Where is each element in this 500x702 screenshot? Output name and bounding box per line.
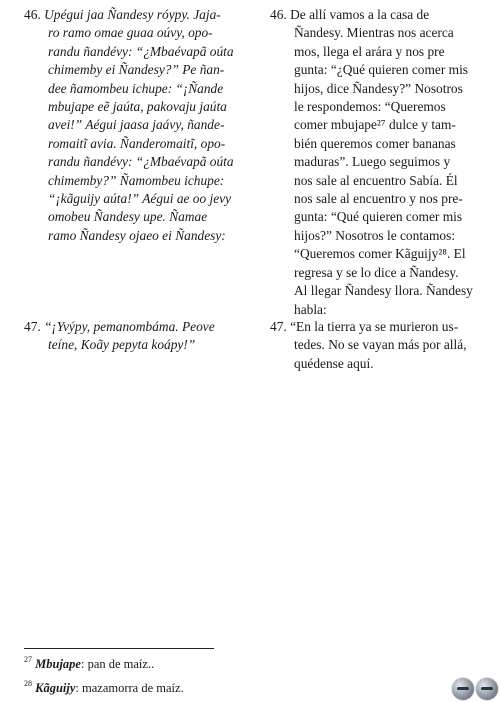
paragraph-number: 47.: [24, 319, 41, 334]
spanish-line: “Queremos comer Kãguijy²⁸. El: [294, 246, 466, 262]
guarani-line: ramo Ñandesy ojaeo ei Ñandesy:: [48, 227, 226, 243]
p46-guarani: [24, 6, 238, 245]
footnote-text: : pan de maíz..: [80, 657, 155, 671]
guarani-line: omobeu Ñandesy upe. Ñamae: [48, 209, 208, 225]
guarani-line: chimemby?” Ñamombeu ichupe:: [48, 172, 225, 188]
guarani-line: randu ñandévy: “¿Mbaévapã oúta: [48, 43, 234, 59]
guarani-line: 46. Upégui jaa Ñandesy róypy. Jaja-: [24, 7, 221, 22]
guarani-line: dee ñamombeu ichupe: “¡Ñande: [48, 80, 224, 96]
spanish-line: hijos, dice Ñandesy?” Nosotros: [294, 80, 463, 96]
spanish-line: Al llegar Ñandesy llora. Ñandesy: [294, 283, 473, 299]
footnote-marker: 28: [24, 679, 32, 688]
spanish-line: gunta: “¿Qué quieren comer mis: [294, 62, 469, 78]
paragraph-number: 47.: [270, 319, 287, 334]
footnote-text: : mazamorra de maíz.: [75, 681, 184, 695]
footnote-term: Kãguijy: [35, 681, 76, 695]
spanish-line: hijos?” Nosotros le contamos:: [294, 227, 456, 243]
guarani-line: ro ramo omae guaa oúvy, opo-: [48, 25, 213, 41]
coin-icon: [476, 678, 498, 700]
spanish-line: regresa y se lo dice a Ñandesy.: [294, 264, 459, 280]
spanish-line: nos sale al encuentro Sabía. Él: [294, 172, 458, 188]
guarani-line: “¡kãguijy aúta!” Aégui ae oo jevy: [48, 191, 232, 207]
footnote-27: [24, 656, 154, 672]
spanish-line: habla:: [294, 301, 327, 317]
spanish-line: comer mbujape²⁷ dulce y tam-: [294, 117, 456, 133]
footnote-marker: 27: [24, 655, 32, 664]
spanish-line: maduras”. Luego seguimos y: [294, 154, 451, 170]
paragraph-number: 46.: [270, 7, 287, 22]
spanish-line: Ñandesy. Mientras nos acerca: [294, 25, 454, 41]
paragraph-number: 46.: [24, 7, 41, 22]
guarani-line: mbujape eẽ jaúta, pakovaju jaúta: [48, 99, 227, 115]
spanish-line: mos, llega el arára y nos pre: [294, 43, 445, 59]
guarani-line: 47. “¡Yvýpy, pemanombáma. Peove: [24, 319, 215, 334]
footnote-term: Mbujape: [35, 657, 81, 671]
spanish-line: gunta: “Qué quieren comer mis: [294, 209, 463, 225]
guarani-line: randu ñandévy: “¿Mbaévapã oúta: [48, 154, 234, 170]
guarani-line: chimemby ei Ñandesy?” Pe ñan-: [48, 62, 225, 78]
guarani-line: teíne, Koãy pepyta koápy!”: [48, 337, 196, 353]
spanish-line: 47. “En la tierra ya se murieron us-: [270, 319, 459, 334]
p47-spanish: [270, 318, 486, 373]
spanish-line: nos sale al encuentro y nos pre-: [294, 191, 463, 207]
guarani-line: avei!” Aégui jaasa jaávy, ñande-: [48, 117, 225, 133]
footnote-28: [24, 680, 184, 696]
spanish-line: le respondemos: “Queremos: [294, 99, 446, 115]
guarani-line: romaitĩ avia. Ñanderomaitĩ, opo-: [48, 135, 226, 151]
p47-guarani: [24, 318, 238, 355]
footnote-divider: [24, 648, 214, 649]
spanish-line: quédense aquí.: [294, 355, 374, 371]
p46-spanish: [270, 6, 486, 319]
spanish-line: bién queremos comer bananas: [294, 135, 456, 151]
spanish-line: tedes. No se vayan más por allá,: [294, 337, 467, 353]
coin-icon: [452, 678, 474, 700]
spanish-line: 46. De allí vamos a la casa de: [270, 7, 430, 22]
